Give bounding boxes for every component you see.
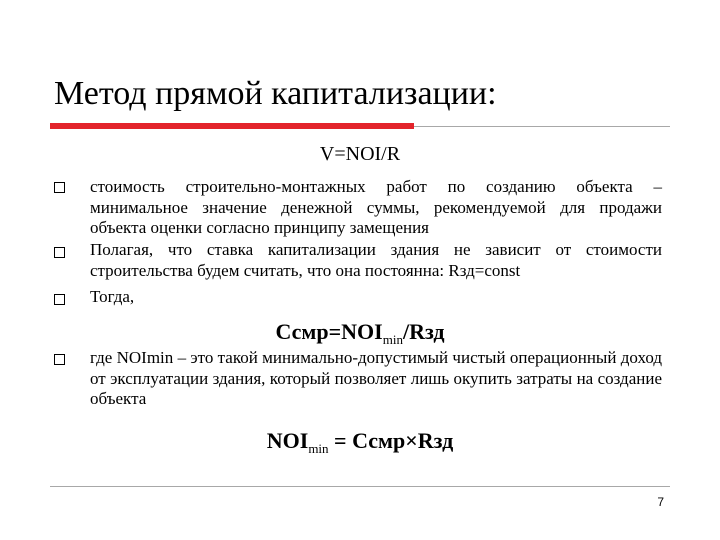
bullet-square-icon: [54, 294, 65, 305]
bullet-square-icon: [54, 247, 65, 258]
footer-rule: [50, 486, 670, 487]
bullet-item-1: стоимость строительно-монтажных работ по созданию объекта – минимальное значение денежной суммы, рекомендуемой для продажи объекта оценки согласно принципу замещения: [90, 177, 662, 237]
formula3-subscript: min: [308, 441, 329, 456]
formula2-subscript: min: [382, 332, 403, 347]
bullet-item-4: где NOImin – это такой минимально-допустимый чистый операционный доход от эксплуатации здания, который позволяет лишь окупить затраты на создание объекта: [90, 348, 662, 408]
formula-noi-min: [0, 427, 720, 463]
bullet-square-icon: [54, 354, 65, 365]
formula-main: [0, 142, 720, 166]
page-number: 7: [657, 495, 664, 509]
formula2-right: /Rзд: [402, 319, 445, 344]
slide-title: Метод прямой капитализации:: [54, 75, 497, 112]
bullet-item-3: Тогда,: [90, 287, 135, 306]
title-accent-bar: [50, 123, 414, 129]
bullet-square-icon: [54, 182, 65, 193]
formula3-right: = Ссмр×Rзд: [328, 428, 454, 453]
formula2-left: Ссмр=NOI: [275, 319, 383, 344]
bullet-item-2: Полагая, что ставка капитализации здания не зависит от стоимости строительства будем считать, что она постоянна: Rзд=const: [90, 240, 662, 280]
formula3-left: NOI: [266, 428, 309, 453]
formula-main-text: V=NOI/R: [319, 143, 401, 165]
